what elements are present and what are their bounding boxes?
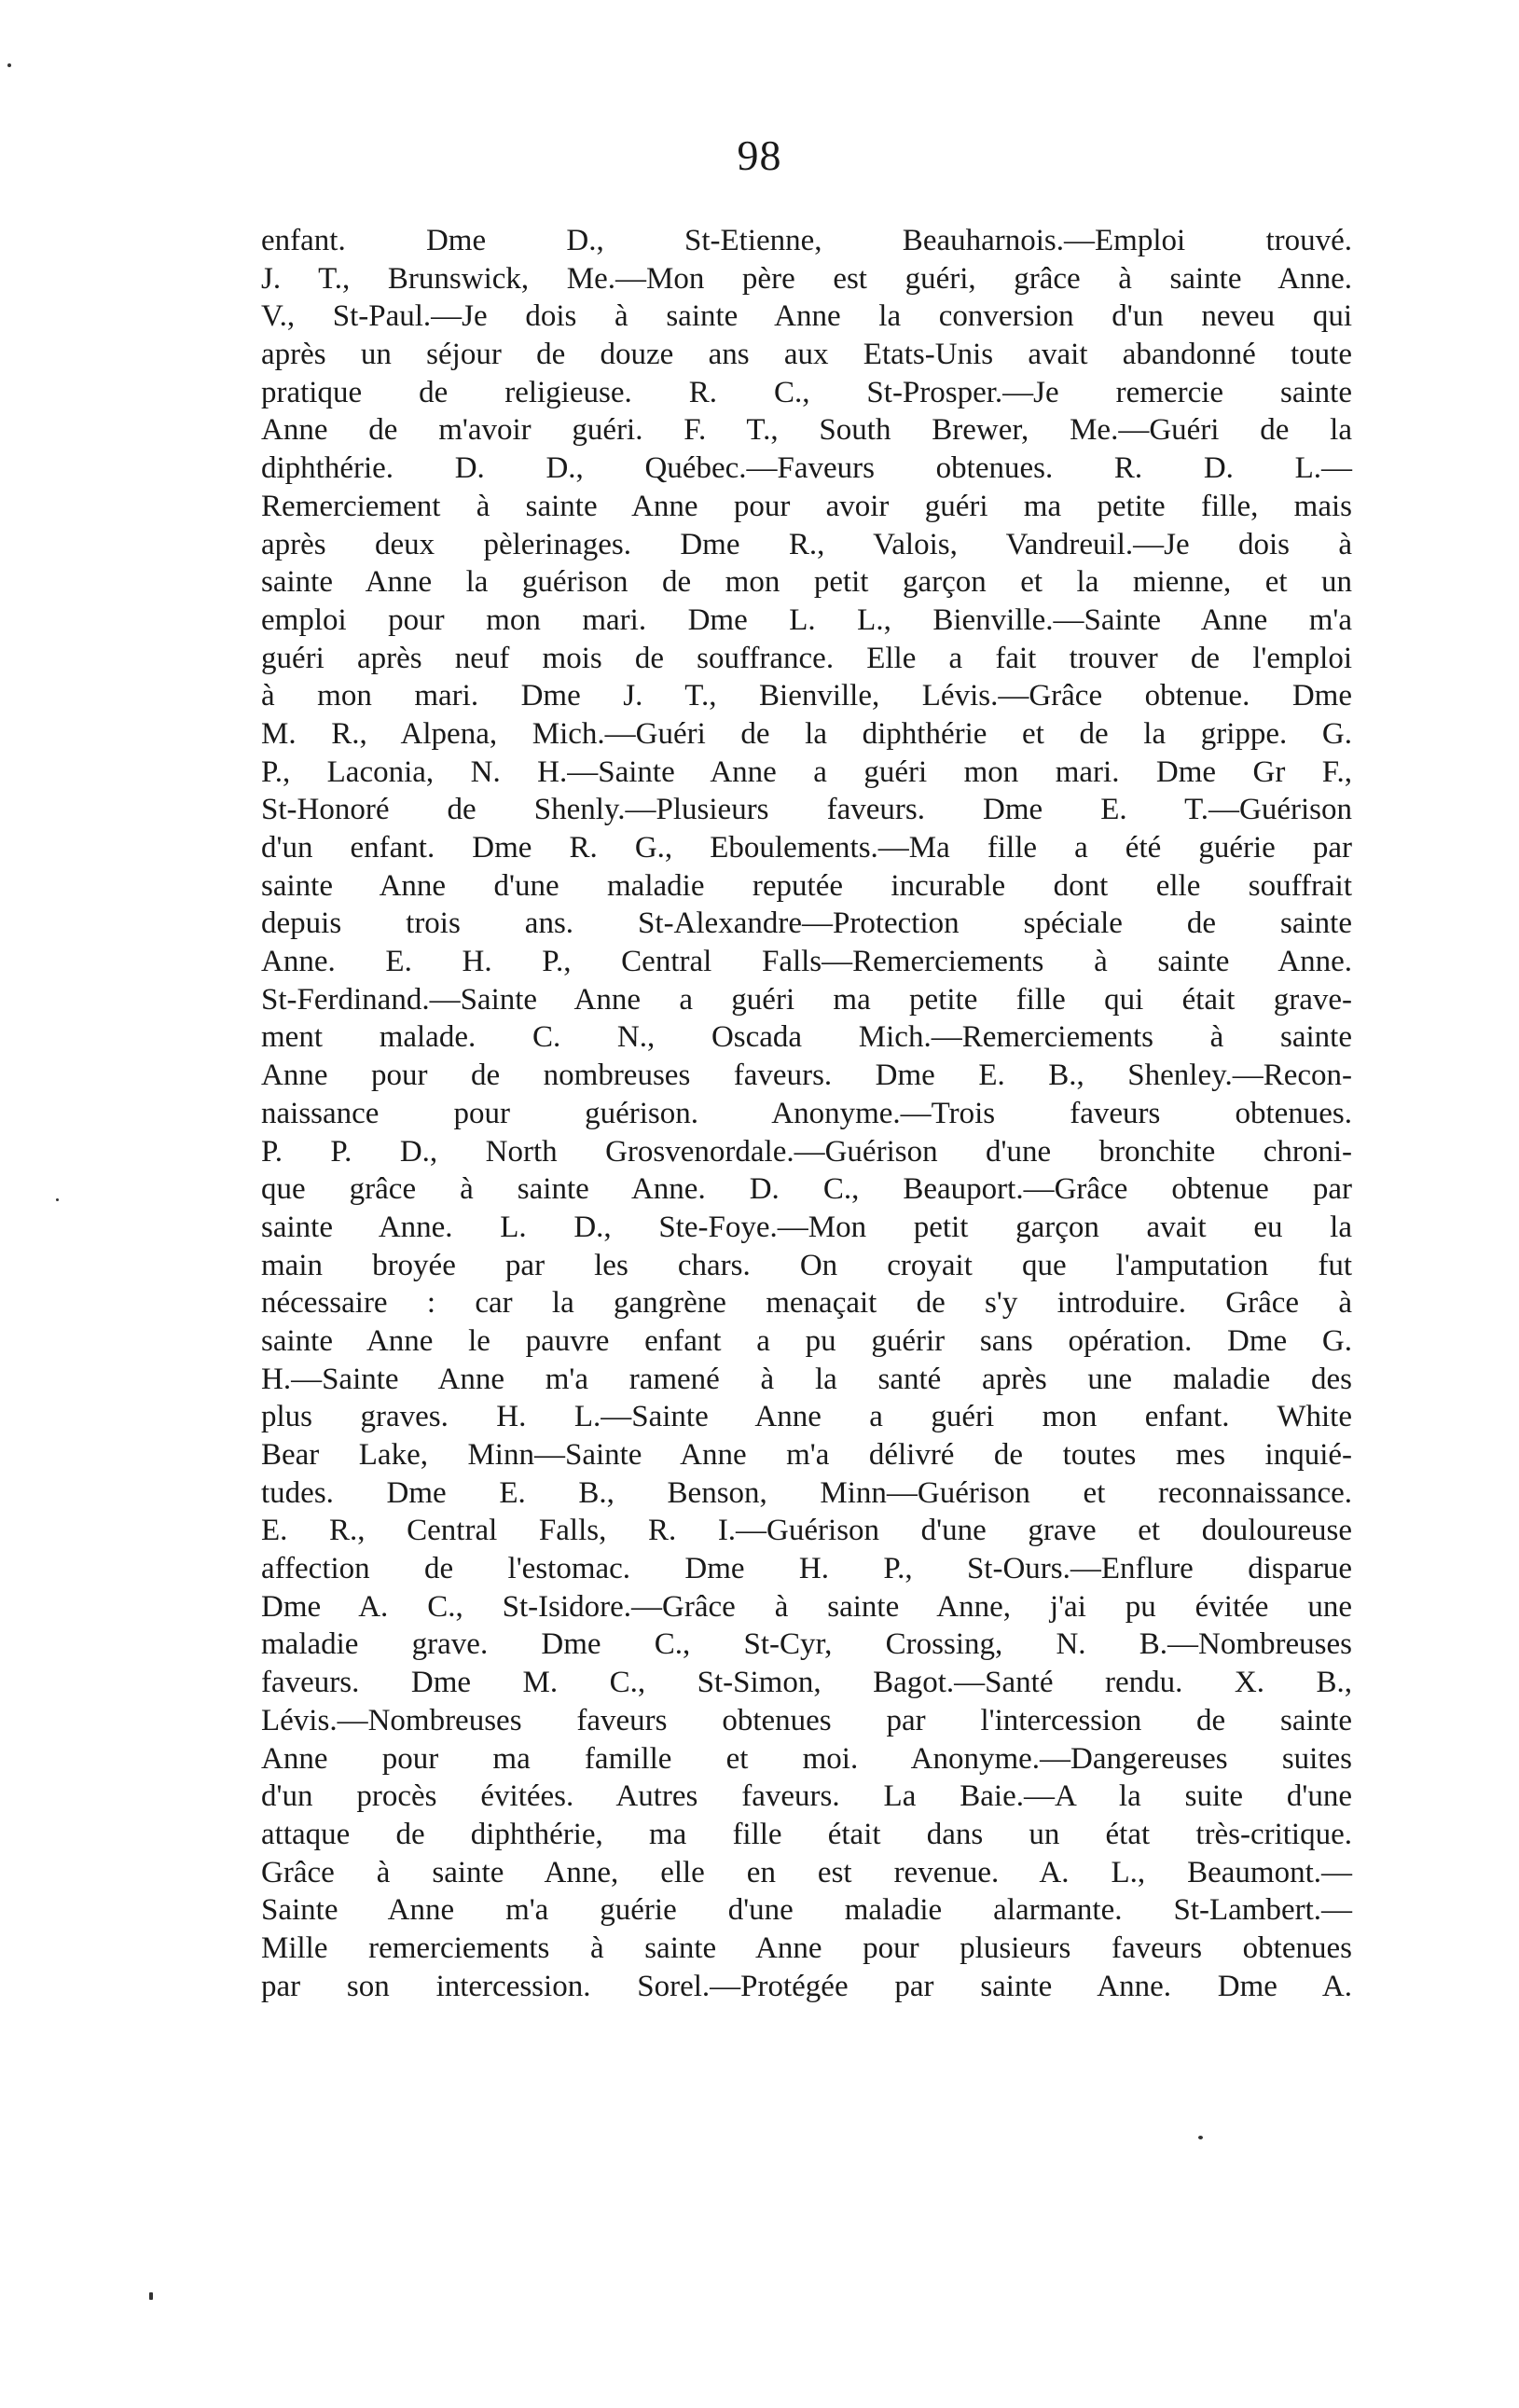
text-line: St-Ferdinand.—Sainte Anne a guéri ma petite fille qui était grave- — [261, 982, 1352, 1017]
text-line: d'un procès évitées. Autres faveurs. La Baie.—A la suite d'une — [261, 1779, 1352, 1814]
body-text — [261, 222, 1352, 2005]
text-line: pratique de religieuse. R. C., St-Prosper.—Je remercie sainte — [261, 375, 1352, 409]
text-line: Anne pour ma famille et moi. Anonyme.—Dangereuses suites — [261, 1741, 1352, 1776]
text-line: sainte Anne le pauvre enfant a pu guérir sans opération. Dme G. — [261, 1323, 1352, 1358]
text-line: main broyée par les chars. On croyait que l'amputation fut — [261, 1248, 1352, 1282]
text-line: P., Laconia, N. H.—Sainte Anne a guéri mon mari. Dme Gr F., — [261, 754, 1352, 789]
text-line: Dme A. C., St-Isidore.—Grâce à sainte Anne, j'ai pu évitée une — [261, 1589, 1352, 1624]
text-line: emploi pour mon mari. Dme L. L., Bienville.—Sainte Anne m'a — [261, 602, 1352, 637]
text-line: que grâce à sainte Anne. D. C., Beauport.—Grâce obtenue par — [261, 1172, 1352, 1207]
text-line: sainte Anne. L. D., Ste-Foye.—Mon petit garçon avait eu la — [261, 1210, 1352, 1244]
text-line: après un séjour de douze ans aux Etats-Unis avait abandonné toute — [261, 338, 1352, 372]
scan-speck — [56, 1198, 59, 1201]
text-line: guéri après neuf mois de souffrance. Elle a fait trouver de l'emploi — [261, 641, 1352, 675]
scan-speck — [1198, 2136, 1203, 2139]
text-line: sainte Anne d'une maladie reputée incurable dont elle souffrait — [261, 868, 1352, 903]
text-line: à mon mari. Dme J. T., Bienville, Lévis.—Grâce obtenue. Dme — [261, 679, 1352, 713]
text-line: tudes. Dme E. B., Benson, Minn—Guérison et reconnaissance. — [261, 1475, 1352, 1510]
text-line: Sainte Anne m'a guérie d'une maladie alarmante. St-Lambert.— — [261, 1893, 1352, 1928]
text-line: depuis trois ans. St-Alexandre—Protection spéciale de sainte — [261, 906, 1352, 941]
text-line: P. P. D., North Grosvenordale.—Guérison d'une bronchite chroni- — [261, 1134, 1352, 1169]
text-line: Anne. E. H. P., Central Falls—Remerciements à sainte Anne. — [261, 945, 1352, 979]
text-line: Remerciement à sainte Anne pour avoir guéri ma petite fille, mais — [261, 489, 1352, 523]
text-line: H.—Sainte Anne m'a ramené à la santé après une maladie des — [261, 1362, 1352, 1396]
page-number: 98 — [737, 131, 782, 179]
text-line: attaque de diphthérie, ma fille était dans un état très-critique. — [261, 1817, 1352, 1851]
text-line: Grâce à sainte Anne, elle en est revenue. A. L., Beaumont.— — [261, 1855, 1352, 1889]
text-line: plus graves. H. L.—Sainte Anne a guéri mon enfant. White — [261, 1400, 1352, 1434]
text-line: maladie grave. Dme C., St-Cyr, Crossing, N. B.—Nombreuses — [261, 1627, 1352, 1662]
scan-speck — [149, 2292, 153, 2300]
scan-speck — [7, 63, 11, 67]
text-line: diphthérie. D. D., Québec.—Faveurs obtenues. R. D. L.— — [261, 451, 1352, 486]
text-line: Mille remerciements à sainte Anne pour plusieurs faveurs obtenues — [261, 1931, 1352, 1965]
text-line: d'un enfant. Dme R. G., Eboulements.—Ma fille a été guérie par — [261, 831, 1352, 865]
text-line: affection de l'estomac. Dme H. P., St-Ours.—Enflure disparue — [261, 1552, 1352, 1586]
text-line: Bear Lake, Minn—Sainte Anne m'a délivré de toutes mes inquié- — [261, 1438, 1352, 1472]
text-line: après deux pèlerinages. Dme R., Valois, Vandreuil.—Je dois à — [261, 527, 1352, 561]
text-line: Lévis.—Nombreuses faveurs obtenues par l'intercession de sainte — [261, 1703, 1352, 1737]
text-line: J. T., Brunswick, Me.—Mon père est guéri, grâce à sainte Anne. — [261, 261, 1352, 296]
text-line: M. R., Alpena, Mich.—Guéri de la diphthérie et de la grippe. G. — [261, 716, 1352, 751]
text-line: par son intercession. Sorel.—Protégée par sainte Anne. Dme A. — [261, 1969, 1352, 2003]
text-line: enfant. Dme D., St-Etienne, Beauharnois.—Emploi trouvé. — [261, 224, 1352, 257]
text-line: naissance pour guérison. Anonyme.—Trois faveurs obtenues. — [261, 1096, 1352, 1130]
text-line: Anne pour de nombreuses faveurs. Dme E. B., Shenley.—Recon- — [261, 1059, 1352, 1093]
text-line: E. R., Central Falls, R. I.—Guérison d'une grave et douloureuse — [261, 1514, 1352, 1548]
text-line: nécessaire : car la gangrène menaçait de s'y introduire. Grâce à — [261, 1286, 1352, 1321]
text-line: faveurs. Dme M. C., St-Simon, Bagot.—Santé rendu. X. B., — [261, 1666, 1352, 1700]
text-line: ment malade. C. N., Oscada Mich.—Remerciements à sainte — [261, 1020, 1352, 1055]
text-line: St-Honoré de Shenly.—Plusieurs faveurs. Dme E. T.—Guérison — [261, 793, 1352, 827]
text-line: V., St-Paul.—Je dois à sainte Anne la conversion d'un neveu qui — [261, 299, 1352, 334]
text-line: sainte Anne la guérison de mon petit garçon et la mienne, et un — [261, 565, 1352, 600]
text-line: Anne de m'avoir guéri. F. T., South Brewer, Me.—Guéri de la — [261, 413, 1352, 448]
